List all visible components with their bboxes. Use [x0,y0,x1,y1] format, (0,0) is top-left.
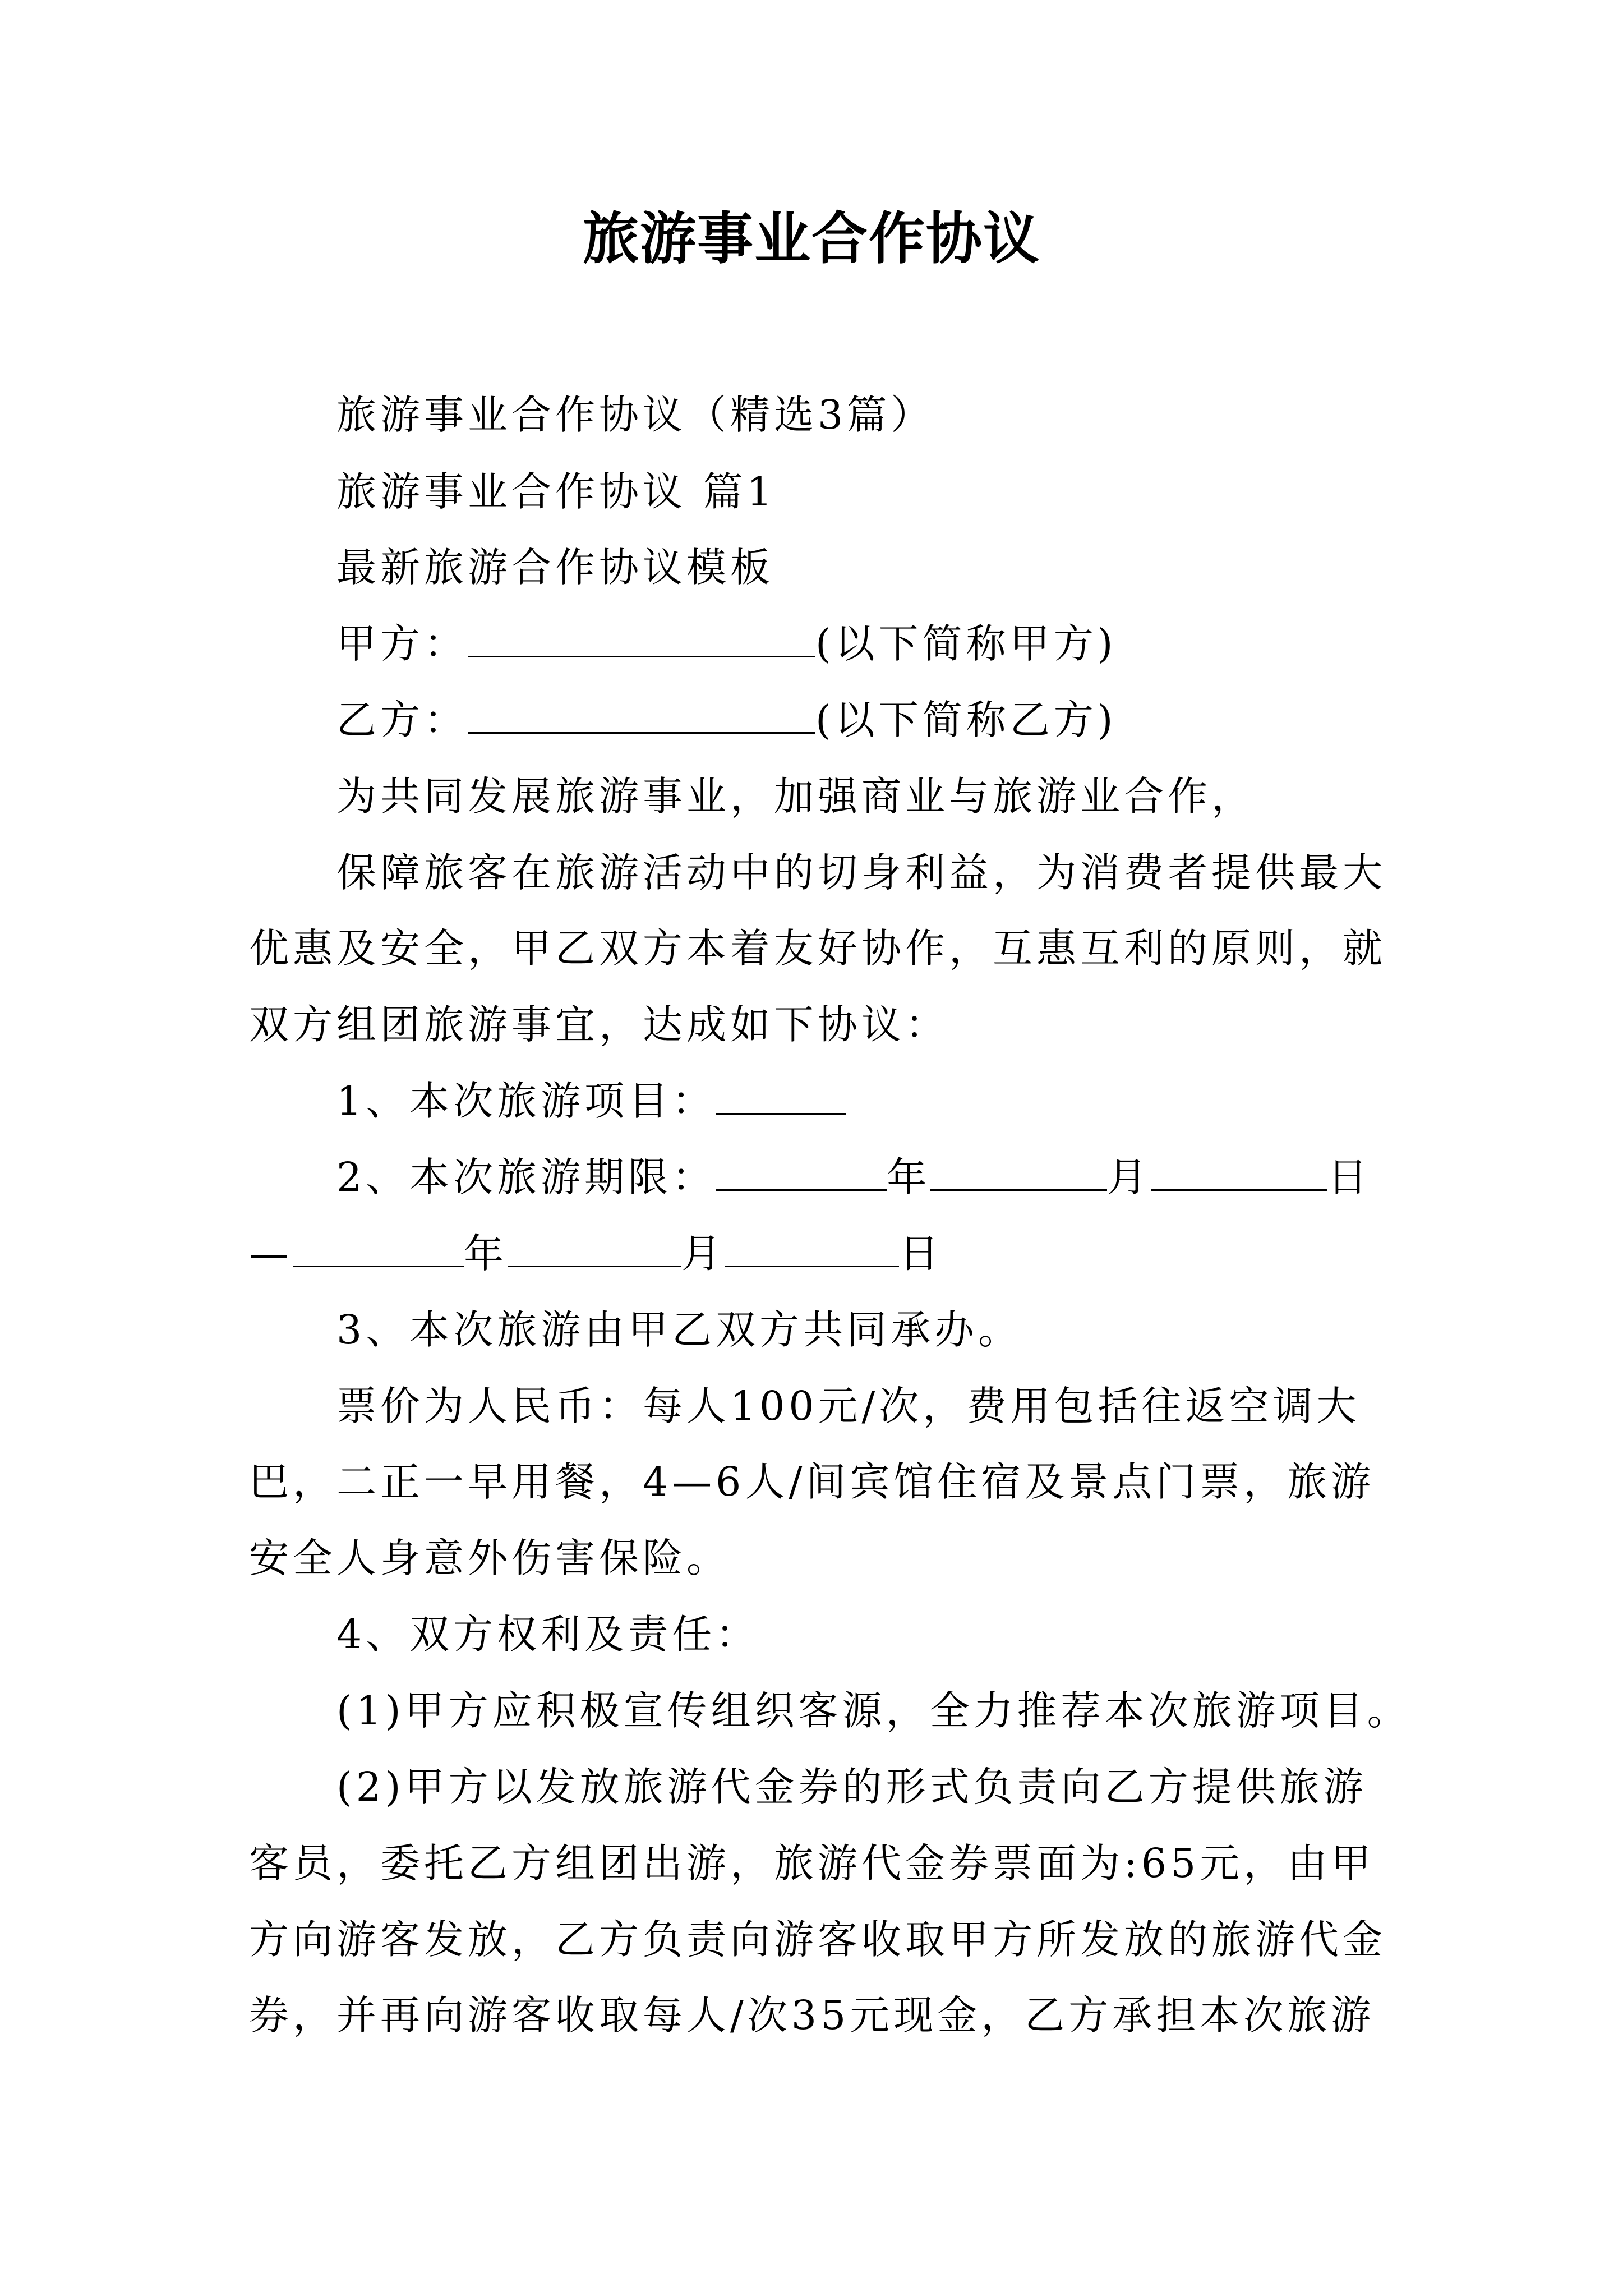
party-a-blank[interactable] [468,621,815,657]
end-day-blank[interactable] [725,1231,899,1267]
paragraph-line: 巴，二正一早用餐，4—6人/间宾馆住宿及景点门票，旅游 [249,1458,1375,1505]
party-b-label: 乙方： [336,697,468,743]
section-heading: 旅游事业合作协议 篇1 [336,468,776,515]
item-3-line: 3、本次旅游由甲乙双方共同承办。 [336,1306,1022,1353]
day-label: 日 [1327,1154,1372,1200]
item-1-label: 1、本次旅游项目： [336,1078,716,1124]
item-2-label: 2、本次旅游期限： [336,1154,716,1200]
year-label: 年 [887,1154,931,1200]
party-a-label: 甲方： [336,620,468,667]
paragraph-line: 券，并再向游客收取每人/次35元现金，乙方承担本次旅游 [249,1992,1375,2039]
party-b-blank[interactable] [468,697,815,734]
item-2-line [336,1149,1371,1205]
paragraph-line: 票价为人民币：每人100元/次，费用包括往返空调大 [336,1383,1361,1429]
paragraph-line: 双方组团旅游事宜，达成如下协议： [249,1001,949,1048]
paragraph-line: 方向游客发放，乙方负责向游客收取甲方所发放的旅游代金 [249,1916,1387,1963]
paragraph-line: 优惠及安全，甲乙双方本着友好协作，互惠互利的原则，就 [249,925,1387,972]
clause-2-line: (2)甲方以发放旅游代金券的形式负责向乙方提供旅游 [336,1764,1367,1810]
document-title: 旅游事业合作协议 [583,205,1040,272]
item-4-line: 4、双方权利及责任： [336,1611,760,1658]
year-label: 年 [464,1230,508,1277]
day-label: 日 [899,1230,943,1277]
paragraph-line: 客员，委托乙方组团出游，旅游代金券票面为:65元，由甲 [249,1840,1375,1887]
start-month-blank[interactable] [930,1154,1107,1191]
item-1-line [336,1073,846,1129]
item-2-end-line [249,1226,943,1282]
party-b-note: (以下简称乙方) [815,697,1117,743]
end-year-blank[interactable] [293,1231,464,1267]
item-1-blank[interactable] [716,1078,846,1115]
paragraph-line: 保障旅客在旅游活动中的切身利益，为消费者提供最大 [336,849,1387,896]
dash-label: — [249,1230,293,1277]
subtitle-selected: 旅游事业合作协议（精选3篇） [336,392,935,438]
month-label: 月 [681,1230,726,1277]
paragraph-line: 安全人身意外伤害保险。 [249,1535,731,1581]
end-month-blank[interactable] [508,1231,681,1267]
template-heading: 最新旅游合作协议模板 [336,544,774,591]
clause-1-line: (1)甲方应积极宣传组织客源，全力推荐本次旅游项目。 [336,1687,1411,1734]
month-label: 月 [1107,1154,1151,1200]
party-a-note: (以下简称甲方) [815,620,1117,667]
start-day-blank[interactable] [1151,1154,1327,1191]
party-b-line [336,692,1117,748]
start-year-blank[interactable] [716,1154,887,1191]
party-a-line [336,616,1117,672]
paragraph-line: 为共同发展旅游事业，加强商业与旅游业合作， [336,773,1256,820]
